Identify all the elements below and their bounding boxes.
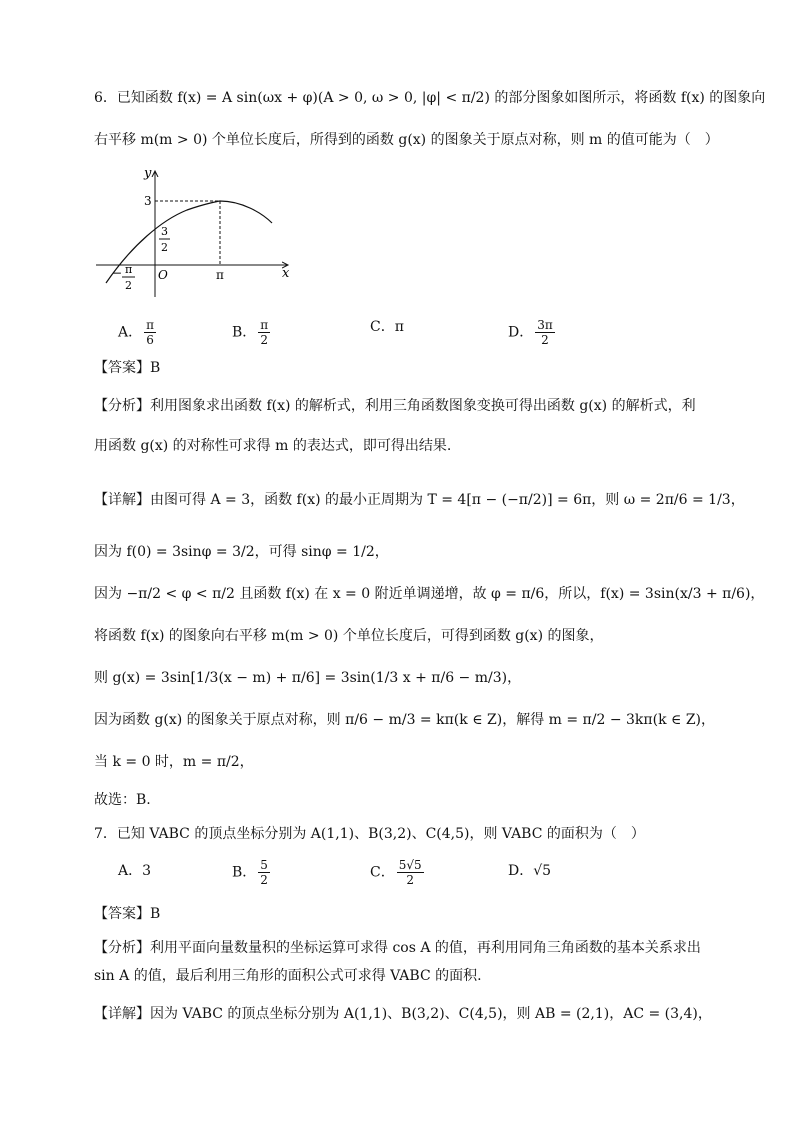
- q6-detail-line2: 因为 f(0) = 3sinφ = 3/2，可得 sinφ = 1/2，: [94, 544, 389, 560]
- q6-analysis-line1: 【分析】利用图象求出函数 f(x) 的解析式，利用三角函数图象变换可得出函数 g(x) 的解析式，利: [94, 398, 696, 414]
- q7-option-b: B． $\frac{5}{2}$: [232, 858, 268, 887]
- q7-option-a: A．3: [118, 863, 152, 879]
- q7-detail-line1: 【详解】因为 VABC 的顶点坐标分别为 A(1,1)、B(3,2)、C(4,5)，则 AB = (2,1)，AC = (3,4)，: [94, 1006, 712, 1022]
- q7-option-d: D．√5: [508, 863, 552, 879]
- x-tick-neg-num: π: [125, 263, 133, 276]
- y-axis-label: y: [144, 166, 152, 181]
- x-tick-neg-sign: −: [112, 266, 123, 280]
- q6-option-c: C．π: [370, 319, 404, 335]
- q7-stem: 7．已知 VABC 的顶点坐标分别为 A(1,1)、B(3,2)、C(4,5)，则 VABC 的面积为（ ）: [94, 826, 645, 842]
- y-tick-half-num: 3: [161, 225, 168, 238]
- y-tick-3: 3: [144, 194, 152, 208]
- q6-option-b: B． $\frac{\pi}{2}$: [232, 318, 269, 347]
- x-tick-pi: π: [216, 268, 224, 282]
- q6-detail-line6: 因为函数 g(x) 的图象关于原点对称，则 π/6 − m/3 = kπ(k ∈ Z)，解得 m = π/2 − 3kπ(k ∈ Z)，: [94, 712, 716, 728]
- q6-detail-line1: 【详解】由图可得 A = 3，函数 f(x) 的最小正周期为 T = 4[π − (−π/2)] = 6π，则 ω = 2π/6 = 1/3，: [94, 492, 745, 508]
- q6-detail-line5: 则 g(x) = 3sin[1/3(x − m) + π/6] = 3sin(1/3 x + π/6 − m/3)，: [94, 670, 522, 686]
- q6-stem-line2: 右平移 m(m > 0) 个单位长度后，所得到的函数 g(x) 的图象关于原点对称，则 m 的值可能为（ ）: [94, 132, 719, 148]
- q6-analysis-line2: 用函数 g(x) 的对称性可求得 m 的表达式，即可得出结果.: [94, 438, 452, 454]
- q6-option-a: A． $\frac{\pi}{6}$: [118, 318, 155, 347]
- q6-option-d: D． $\frac{3\pi}{2}$: [508, 318, 553, 347]
- x-axis-label: x: [282, 266, 290, 281]
- y-tick-half-den: 2: [161, 241, 168, 254]
- origin-label: O: [158, 268, 168, 282]
- q6-detail-line7: 当 k = 0 时，m = π/2，: [94, 754, 254, 770]
- q7-answer: 【答案】B: [94, 906, 161, 922]
- q6-detail-line4: 将函数 f(x) 的图象向右平移 m(m > 0) 个单位长度后，可得到函数 g(x) 的图象，: [94, 628, 604, 644]
- q7-analysis-line1: 【分析】利用平面向量数量积的坐标运算可求得 cos A 的值，再利用同角三角函数的基本关系求出: [94, 940, 701, 956]
- q6-detail-line8: 故选：B.: [94, 792, 151, 808]
- q6-function-graph: [92, 165, 302, 305]
- x-tick-neg-den: 2: [125, 279, 132, 292]
- q7-analysis-line2: sin A 的值，最后利用三角形的面积公式可求得 VABC 的面积.: [94, 968, 482, 984]
- q7-option-c: C． $\frac{5√5}{2}$: [370, 858, 422, 887]
- q6-stem-line1: 6．已知函数 f(x) = A sin(ωx + φ)(A > 0, ω > 0, |φ| < π/2) 的部分图象如图所示，将函数 f(x) 的图象向: [94, 90, 766, 106]
- q6-answer: 【答案】B: [94, 360, 161, 376]
- q6-detail-line3: 因为 −π/2 < φ < π/2 且函数 f(x) 在 x = 0 附近单调递增，故 φ = π/6，所以，f(x) = 3sin(x/3 + π/6)，: [94, 586, 765, 602]
